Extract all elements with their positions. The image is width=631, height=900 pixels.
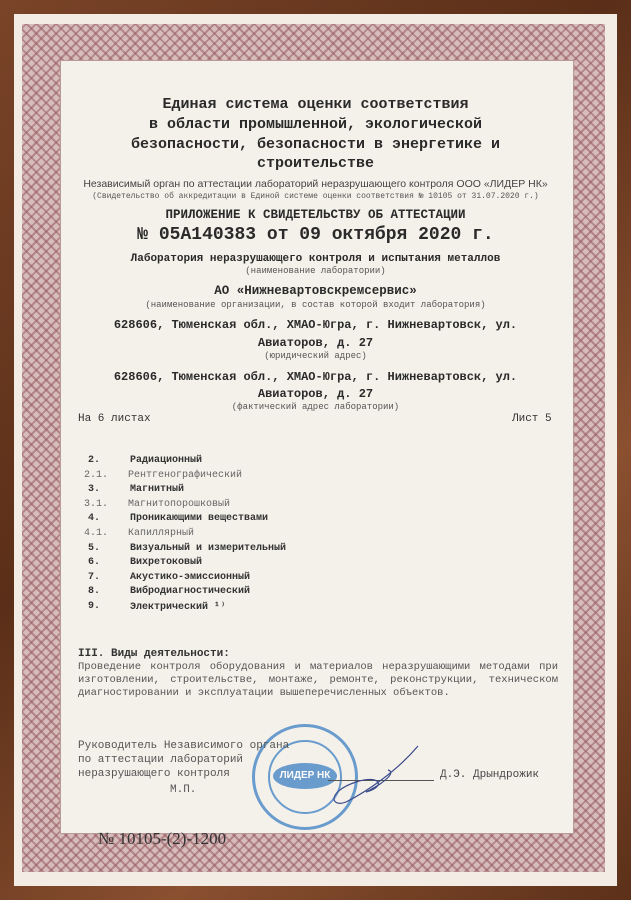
lab-name: Лаборатория неразрушающего контроля и испытания металлов [130, 253, 501, 265]
method-number: 3.1. [84, 498, 109, 510]
lab-name-caption: (наименование лаборатории) [245, 266, 386, 276]
actual-address: Авиаторов, д. 27 [257, 387, 374, 401]
document-paper [60, 60, 574, 834]
signatory-title: неразрушающего контроля [78, 768, 230, 780]
method-number: 9. [88, 601, 101, 612]
method-label: Акустико-эмиссионный [130, 571, 251, 583]
method-label: Электрический ¹⁾ [130, 602, 227, 613]
method-number: 6. [88, 557, 101, 569]
seal-mark: М.П. [170, 784, 197, 796]
actual-caption: (фактический адрес лаборатории) [231, 402, 400, 412]
actual-address: 628606, Тюменская обл., ХМАО-Югра, г. Нижневартовск, ул. [113, 370, 518, 384]
method-label: Капиллярный [128, 528, 195, 539]
sheet-number: Лист 5 [512, 413, 552, 425]
certificate-number: № 05А140383 от 09 октября 2020 г. [137, 225, 494, 245]
method-label: Радиационный [130, 455, 203, 466]
method-label: Визуальный и измерительный [130, 542, 287, 554]
accreditation: (Свидетельство об аккредитации в Единой системе оценки соответствия № 10105 от 31.07.2020 г.) [92, 192, 539, 201]
org-name: АО «Нижневартовскремсервис» [214, 284, 417, 298]
method-label: Рентгенографический [128, 469, 243, 481]
appendix-title: ПРИЛОЖЕНИЕ К СВИДЕТЕЛЬСТВУ ОБ АТТЕСТАЦИИ [165, 208, 466, 222]
stamp-logo: ЛИДЕР НК [273, 763, 337, 789]
method-number: 3. [88, 484, 101, 496]
title-line: безопасности, безопасности в энергетике и [130, 136, 501, 153]
method-number: 8. [88, 586, 101, 598]
legal-address: 628606, Тюменская обл., ХМАО-Югра, г. Нижневартовск, ул. [113, 318, 518, 332]
signatory-title: Руководитель Независимого органа [78, 740, 290, 752]
method-label: Проникающими веществами [130, 513, 269, 525]
activities-heading: III. Виды деятельности: [78, 648, 230, 660]
signatory-name: Д.Э. Дрындрожик [440, 769, 540, 781]
form-number: № 10105-(2)-1200 [98, 829, 227, 848]
issuer: Независимый орган по аттестации лабораторий неразрушающего контроля ООО «ЛИДЕР НК» [83, 178, 548, 190]
method-number: 4.1. [84, 528, 109, 539]
method-label: Вибродиагностический [130, 586, 251, 598]
sheets-total: На 6 листах [78, 413, 151, 425]
method-number: 7. [88, 571, 101, 583]
activities-text: Проведение контроля оборудования и материалов неразрушающими методами при изготовлении, строительстве, монтаже, ремонте, реконструкции, техническом диагностировании и эксплуатации вышеперечисленных объектов. [78, 661, 558, 699]
title-line: в области промышленной, экологической [148, 116, 483, 133]
method-label: Вихретоковый [130, 557, 203, 569]
title-line: Единая система оценки соответствия [162, 96, 469, 113]
org-caption: (наименование организации, в состав которой входит лаборатория) [145, 300, 486, 310]
method-label: Магнитопорошковый [128, 498, 231, 510]
signatory-title: по аттестации лабораторий [78, 754, 244, 766]
method-number: 2. [88, 455, 101, 466]
method-label: Магнитный [130, 484, 185, 496]
title-line: строительстве [256, 155, 375, 172]
method-number: 2.1. [84, 469, 109, 481]
legal-caption: (юридический адрес) [264, 351, 367, 361]
method-number: 5. [88, 542, 101, 554]
method-number: 4. [88, 513, 101, 525]
legal-address: Авиаторов, д. 27 [257, 336, 374, 350]
signature [326, 742, 426, 810]
